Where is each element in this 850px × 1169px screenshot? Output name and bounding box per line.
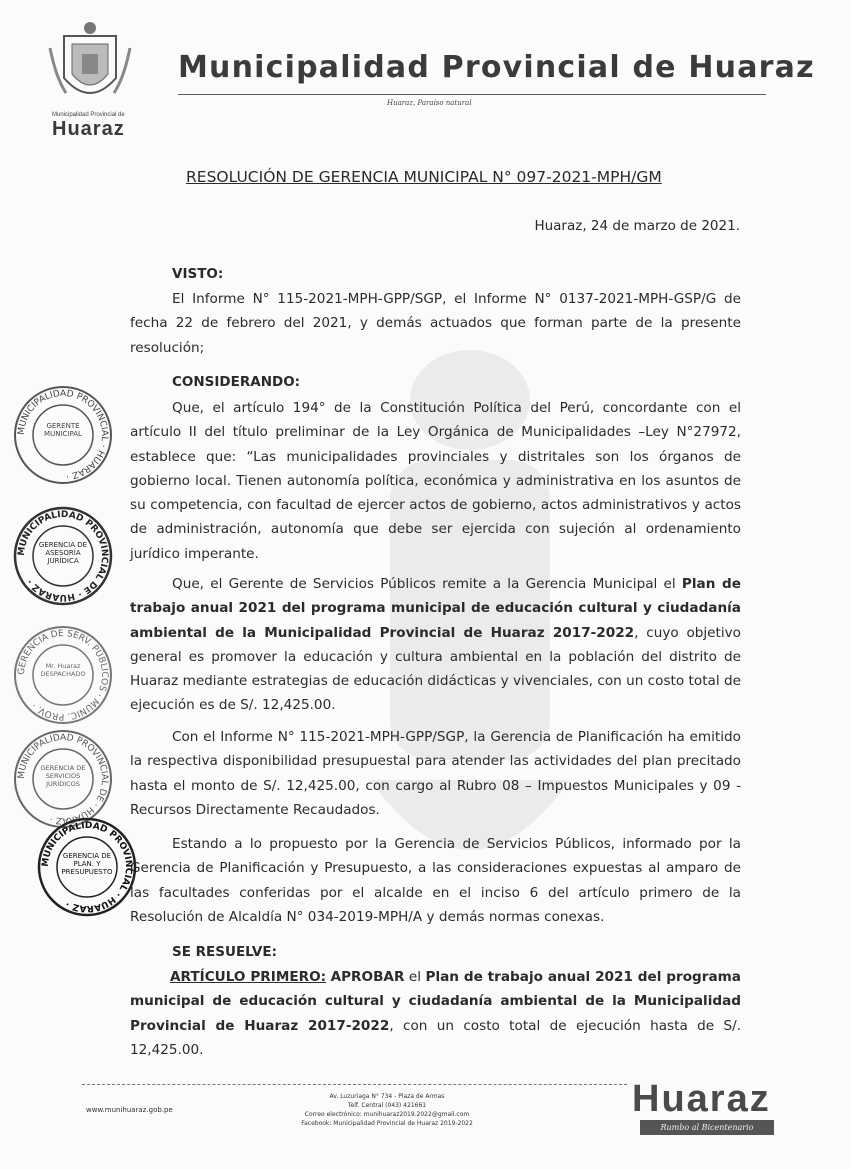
stamp-servicios-publicos: GERENCIA DE SERV. PÚBLICOS · MUNIC. PROV. · Mr. Huaraz DESPACHADO <box>16 628 110 722</box>
header-divider <box>178 94 766 95</box>
footer-contact <box>262 1092 512 1128</box>
stamp-gerente-municipal: MUNICIPALIDAD PROVINCIAL · HUARAZ · GERENTE MUNICIPAL <box>12 384 114 486</box>
crest-label: Municipalidad Provincial de <box>52 112 125 118</box>
svg-text:MUNICIPALIDAD PROVINCIAL DE ·: MUNICIPALIDAD PROVINCIAL DE · HUARAZ · <box>16 732 110 826</box>
stamp-planificacion-presupuesto: MUNICIPALIDAD PROVINCIAL · HUARAZ · GERENCIA DE PLAN. Y PRESUPUESTO <box>40 820 134 914</box>
svg-text:GERENCIA DE SERV. PÚBLICOS · M: GERENCIA DE SERV. PÚBLICOS · MUNIC. PROV. · <box>16 628 110 722</box>
considerando-paragraph-1: Que, el artículo 194° de la Constitución Política del Perú, concordante con el artículo II del título preliminar de la Ley Orgánica de Municipalidades –Ley N°27972, establece que: “Las municipalidades provinciales y distritales son los órganos de gobierno local. Tienen autonomía política, económica y administrativa en los asuntos de su competencia, con facultad de ejercer actos de gobierno, actos administrativos y actos de administración, autonomía que debe ser ejercida con sujeción al ordenamiento jurídico imperante. <box>130 400 741 562</box>
crest-name: Huaraz <box>52 118 125 140</box>
footer-phone: Telf. Central (043) 421661 <box>347 1102 427 1109</box>
stamp-servicios-juridicos: MUNICIPALIDAD PROVINCIAL DE · HUARAZ · GERENCIA DE SERVICIOS JURÍDICOS <box>16 732 110 826</box>
footer-logo-tagline: Rumbo al Bicentenario <box>640 1120 774 1135</box>
resolution-title: RESOLUCIÓN DE GERENCIA MUNICIPAL N° 097-2021-MPH/GM <box>186 168 662 186</box>
crest-logo-icon <box>46 18 134 110</box>
stamp-asesoria-juridica: MUNICIPALIDAD PROVINCIAL DE · HUARAZ · GERENCIA DE ASESORÍA JURÍDICA <box>16 509 110 603</box>
footer-website: www.munihuaraz.gob.pe <box>86 1106 173 1114</box>
resuelve-heading: SE RESUELVE: <box>172 944 277 960</box>
svg-text:MUNICIPALIDAD PROVINCIAL · HUA: MUNICIPALIDAD PROVINCIAL · HUARAZ · <box>40 820 134 914</box>
footer-logo: Huaraz <box>632 1078 771 1120</box>
footer-email: Correo electrónico: munihuaraz2019.2022@gmail.com <box>304 1111 470 1118</box>
considerando-paragraph-4: Estando a lo propuesto por la Gerencia de Servicios Públicos, informado por la Gerencia de Planificación y Presupuesto, a las consideraciones expuestas al amparo de las facultades conferidas por el alcalde en el inciso 6 del artículo primero de la Resolución de Alcaldía N° 034-2019-MPH/A y demás normas conexas. <box>130 836 741 925</box>
visto-paragraph: El Informe N° 115-2021-MPH-GPP/SGP, el Informe N° 0137-2021-MPH-GSP/G de fecha 22 de febrero del 2021, y demás actuados que forman parte de la presente resolución; <box>130 291 741 356</box>
considerando-paragraph-3: Con el Informe N° 115-2021-MPH-GPP/SGP, la Gerencia de Planificación ha emitido la respectiva disponibilidad presupuestal para atender las actividades del plan precitado hasta el monto de S/. 12,425.00, con cargo al Rubro 08 – Impuestos Municipales y 09 - Recursos Directamente Recaudados. <box>130 729 741 818</box>
footer-address: Av. Luzuriaga N° 734 - Plaza de Armas <box>329 1093 445 1100</box>
svg-text:MUNICIPALIDAD PROVINCIAL DE ·: MUNICIPALIDAD PROVINCIAL DE · HUARAZ · <box>16 509 110 603</box>
considerando-paragraph-2: Que, el Gerente de Servicios Públicos remite a la Gerencia Municipal el Plan de trabajo anual 2021 del programa municipal de educación cultural y ciudadanía ambiental de la Municipalidad Provincial de Huaraz 2017-2022, cuyo objetivo general es promover la educación y cultura ambiental en la población del distrito de Huaraz mediante estrategias de educación didácticas y vivenciales, con un costo total de ejecución es de S/. 12,425.00. <box>130 576 741 714</box>
visto-heading: VISTO: <box>172 266 224 282</box>
footer-divider <box>82 1084 627 1085</box>
resolution-date: Huaraz, 24 de marzo de 2021. <box>534 218 740 234</box>
svg-text:MUNICIPALIDAD PROVINCIAL · HUA: MUNICIPALIDAD PROVINCIAL · HUARAZ · <box>16 388 110 481</box>
footer-facebook: Facebook: Municipalidad Provincial de Huaraz 2019-2022 <box>301 1120 473 1127</box>
municipality-title: Municipalidad Provincial de Huaraz <box>178 50 815 85</box>
articulo-primero: ARTÍCULO PRIMERO: APROBAR el Plan de trabajo anual 2021 del programa municipal de educación cultural y ciudadanía ambiental de la Municipalidad Provincial de Huaraz 2017-2022, con un costo total de ejecución hasta de S/. 12,425.00. <box>130 969 741 1058</box>
slogan: Huaraz, Paraíso natural <box>387 99 472 107</box>
considerando-heading: CONSIDERANDO: <box>172 374 301 390</box>
